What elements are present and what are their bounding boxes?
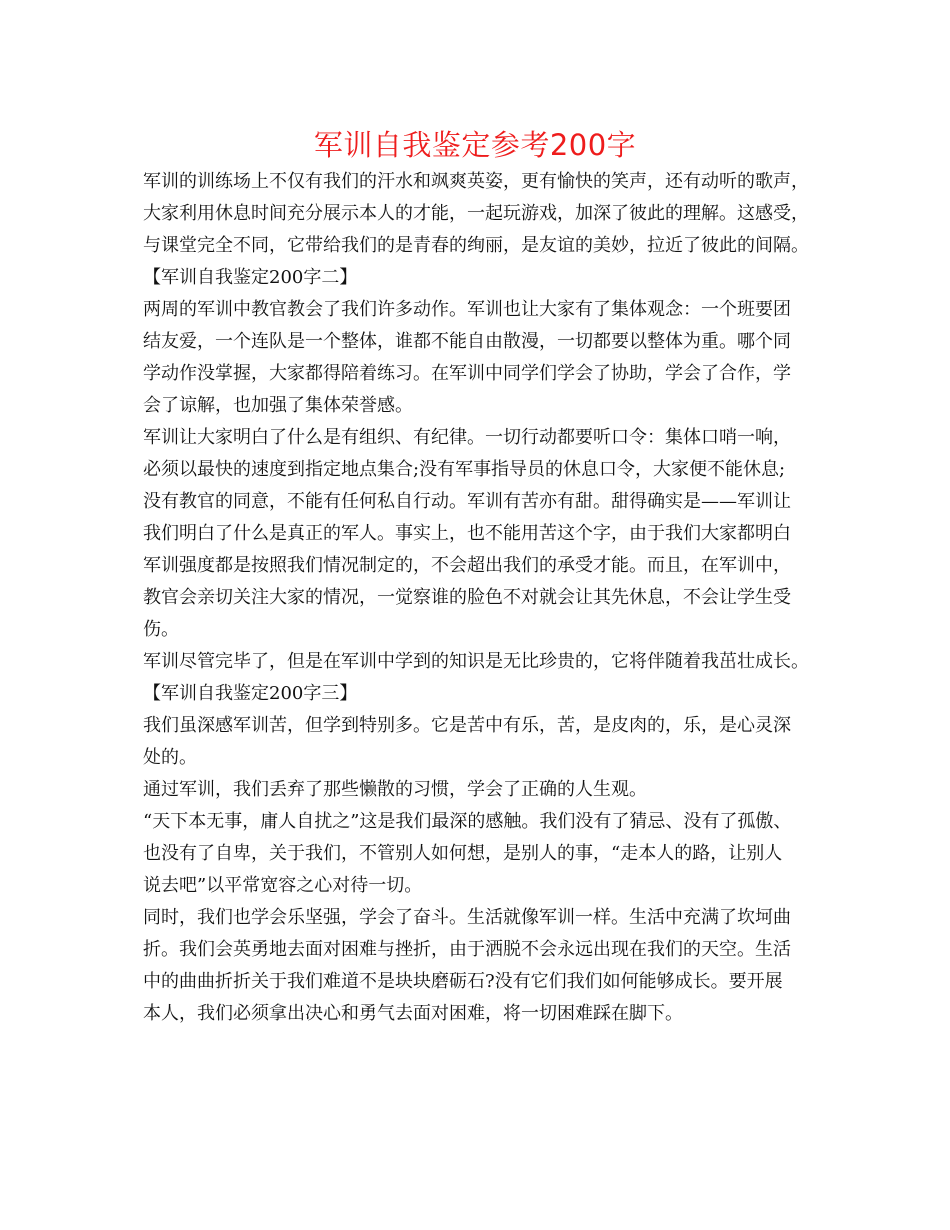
body-line: 军训强度都是按照我们情况制定的，不会超出我们的承受才能。而且，在军训中， — [143, 555, 791, 576]
body-line: 军训的训练场上不仅有我们的汗水和飒爽英姿，更有愉快的笑声，还有动听的歌声， — [143, 171, 809, 192]
body-line: 处的。 — [143, 747, 197, 768]
body-line: 说去吧”以平常宽容之心对待一切。 — [143, 875, 423, 896]
body-line: 结友爱，一个连队是一个整体，谁都不能自由散漫，一切都要以整体为重。哪个同 — [143, 331, 791, 352]
body-line: 两周的军训中教官教会了我们许多动作。军训也让大家有了集体观念：一个班要团 — [143, 299, 791, 320]
body-line: 本人，我们必须拿出决心和勇气去面对困难，将一切困难踩在脚下。 — [143, 1003, 683, 1024]
document-title: 军训自我鉴定参考200字 — [313, 128, 637, 162]
body-line: 学动作没掌握，大家都得陪着练习。在军训中同学们学会了协助，学会了合作，学 — [143, 363, 791, 384]
body-line: 同时，我们也学会乐坚强，学会了奋斗。生活就像军训一样。生活中充满了坎坷曲 — [143, 907, 791, 928]
body-line: 必须以最快的速度到指定地点集合;没有军事指导员的休息口令，大家便不能休息; — [143, 459, 786, 480]
document-body — [143, 166, 833, 1030]
body-line: 我们明白了什么是真正的军人。事实上，也不能用苦这个字，由于我们大家都明白 — [143, 523, 791, 544]
body-line: 中的曲曲折折关于我们难道不是块块磨砺石?没有它们我们如何能够成长。要开展 — [143, 971, 783, 992]
body-line: 军训尽管完毕了，但是在军训中学到的知识是无比珍贵的，它将伴随着我茁壮成长。 — [143, 651, 809, 672]
body-line: 通过军训，我们丢弃了那些懒散的习惯，学会了正确的人生观。 — [143, 779, 647, 800]
section-heading: 【军训自我鉴定200字三】 — [143, 683, 358, 704]
body-line: 会了谅解，也加强了集体荣誉感。 — [143, 395, 413, 416]
body-line: 也没有了自卑，关于我们，不管别人如何想，是别人的事，“走本人的路，让别人 — [143, 843, 783, 864]
body-line: 教官会亲切关注大家的情况，一觉察谁的脸色不对就会让其先休息，不会让学生受 — [143, 587, 791, 608]
body-line: 大家利用休息时间充分展示本人的才能，一起玩游戏，加深了彼此的理解。这感受， — [143, 203, 809, 224]
body-line: 军训让大家明白了什么是有组织、有纪律。一切行动都要听口令：集体口哨一响， — [143, 427, 791, 448]
body-line: 折。我们会英勇地去面对困难与挫折，由于洒脱不会永远出现在我们的天空。生活 — [143, 939, 791, 960]
section-heading: 【军训自我鉴定200字二】 — [143, 267, 358, 288]
body-line: 伤。 — [143, 619, 179, 640]
body-line: 我们虽深感军训苦，但学到特别多。它是苦中有乐，苦，是皮肉的，乐，是心灵深 — [143, 715, 791, 736]
body-line: 与课堂完全不同，它带给我们的是青春的绚丽，是友谊的美妙，拉近了彼此的间隔。 — [143, 235, 809, 256]
body-line: 没有教官的同意，不能有任何私自行动。军训有苦亦有甜。甜得确实是——军训让 — [143, 491, 791, 512]
body-line: “天下本无事，庸人自扰之”这是我们最深的感触。我们没有了猜忌、没有了孤傲、 — [143, 811, 792, 832]
